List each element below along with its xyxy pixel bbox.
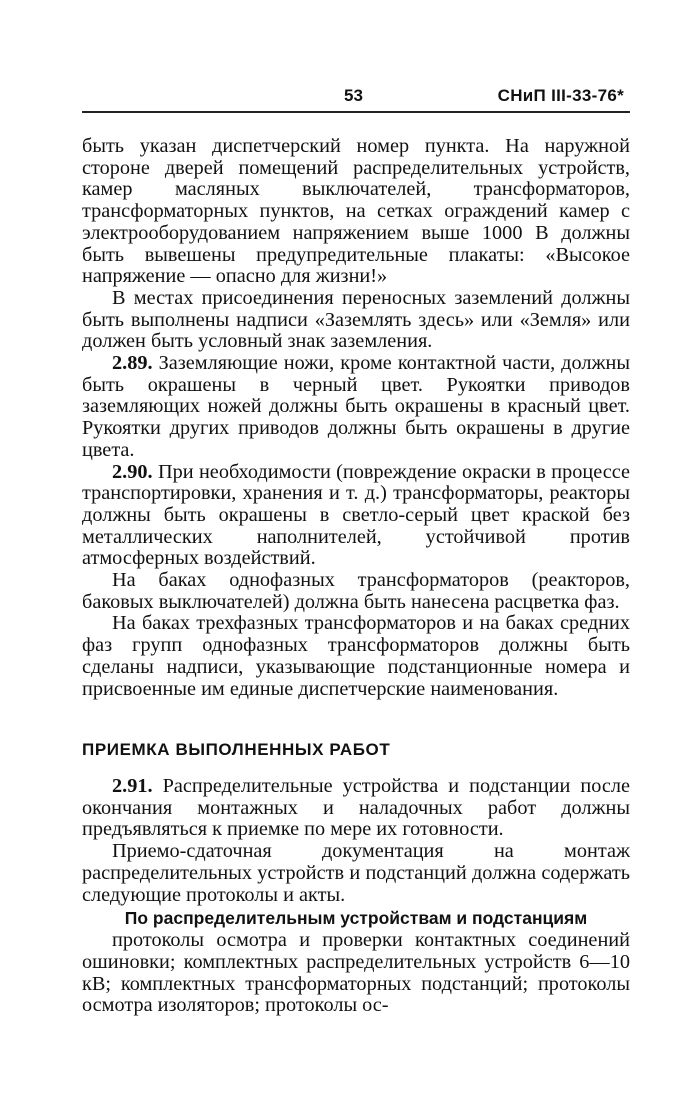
paragraph-2-91: 2.91. Распределительные устройства и подстанции после окончания монтажных и наладочных работ должны предъявляться к приемке по мере их готовности. [82,775,630,841]
page-header [82,86,630,116]
paragraph-continuation: быть указан диспетчерский номер пункта. На наружной стороне дверей помещений распределительных устройств, камер масляных выключателей, трансформаторов, трансформаторных пунктов, на сетках ограждений камер с электрооборудованием напряжением выше 1000 В должны быть вывешены предупредительные плакаты: «Высокое напряжение — опасно для жизни!» [82,135,630,288]
clause-number: 2.89. [112,352,153,375]
page-number: 53 [344,86,363,105]
clause-number: 2.90. [112,460,153,483]
header-rule [82,111,630,113]
body-text-acceptance [82,776,630,1017]
paragraph-protocols: протоколы осмотра и проверки контактных соединений ошиновки; комплектных распределительных устройств 6—10 кВ; комплектных трансформаторных подстанций; протоколы осмотра изоляторов; протоколы ос- [82,929,630,1017]
clause-number: 2.91. [112,775,153,797]
paragraph-documentation: Приемо-сдаточная документация на монтаж распределительных устройств и подстанций должна содержать следующие протоколы и акты. [82,840,630,906]
document-code: СНиП III-33-76* [497,86,624,105]
paragraph-2-89: 2.89. Заземляющие ножи, кроме контактной части, должны быть окрашены в черный цвет. Рукоятки приводов заземляющих ножей должны быть окрашены в красный цвет. Рукоятки других приводов должны быть окрашены в другие цвета. [82,352,630,461]
paragraph-tank-labels: На баках трехфазных трансформаторов и на баках средних фаз групп однофазных трансформаторов должны быть сделаны надписи, указывающие подстанционные номера и присвоенные им единые диспетчерские наименования. [82,612,630,700]
paragraph-2-90: 2.90. При необходимости (повреждение окраски в процессе транспортировки, хранения и т. д.) трансформаторы, реакторы должны быть окрашены в светло-серый цвет краской без металлических наполнителей, устойчивой против атмосферных воздействий. [82,460,630,570]
section-heading: ПРИЕМКА ВЫПОЛНЕННЫХ РАБОТ [82,740,391,759]
subheading: По распределительным устройствам и подстанциям [124,908,588,929]
paragraph-grounding-labels: В местах присоединения переносных заземлений должны быть выполнены надписи «Заземлять здесь» или «Земля» или должен быть условный знак заземления. [82,286,630,353]
paragraph-phase-colors: На баках однофазных трансформаторов (реакторов, баковых выключателей) должна быть нанесена расцветка фаз. [82,569,630,613]
body-text [82,136,630,700]
